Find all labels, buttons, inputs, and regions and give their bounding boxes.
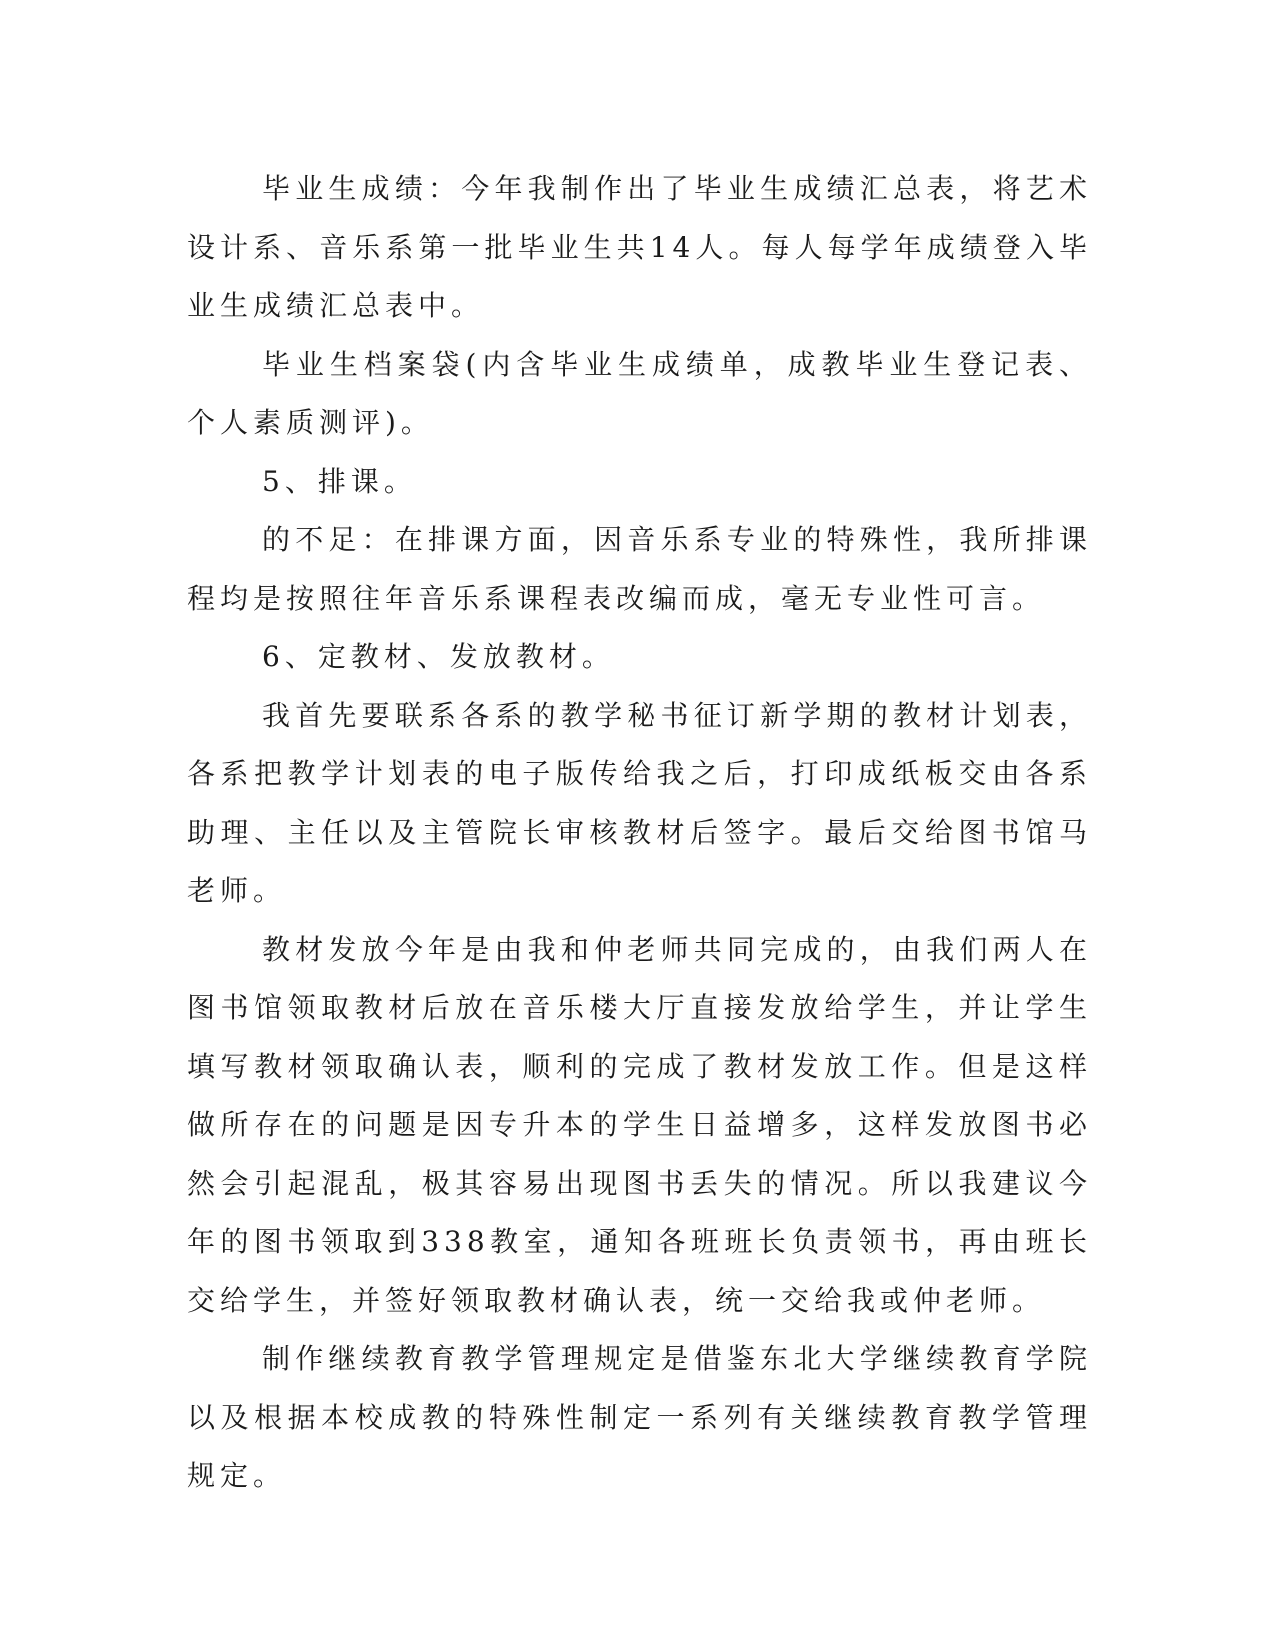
paragraph-graduate-archive-bag: 毕业生档案袋(内含毕业生成绩单，成教毕业生登记表、个人素质测评)。: [187, 347, 1092, 439]
paragraph-teaching-regulations: 制作继续教育教学管理规定是借鉴东北大学继续教育学院以及根据本校成教的特殊性制定一系列有关继续教育教学管理规定。: [187, 1342, 1092, 1492]
paragraph-textbook-distribution: 教材发放今年是由我和仲老师共同完成的，由我们两人在图书馆领取教材后放在音乐楼大厅直接发放给学生，并让学生填写教材领取确认表，顺利的完成了教材发放工作。但是这样做所存在的问题是因专升本的学生日益增多，这样发放图书必然会引起混乱，极其容易出现图书丢失的情况。所以我建议今年的图书领取到338教室，通知各班班长负责领书，再由班长交给学生，并签好领取教材确认表，统一交给我或仲老师。: [187, 932, 1092, 1317]
paragraph-graduate-grades: 毕业生成绩：今年我制作出了毕业生成绩汇总表，将艺术设计系、音乐系第一批毕业生共14人。每人每学年成绩登入毕业生成绩汇总表中。: [187, 172, 1092, 322]
heading-scheduling: 5、排课。: [262, 464, 417, 498]
paragraph-scheduling-shortcomings: 的不足：在排课方面，因音乐系专业的特殊性，我所排课程均是按照往年音乐系课程表改编而成，毫无专业性可言。: [187, 523, 1092, 615]
document-body: [187, 160, 1092, 1506]
paragraph-textbook-ordering: 我首先要联系各系的教学秘书征订新学期的教材计划表，各系把教学计划表的电子版传给我之后，打印成纸板交由各系助理、主任以及主管院长审核教材后签字。最后交给图书馆马老师。: [187, 698, 1092, 907]
heading-textbooks: 6、定教材、发放教材。: [262, 640, 615, 673]
